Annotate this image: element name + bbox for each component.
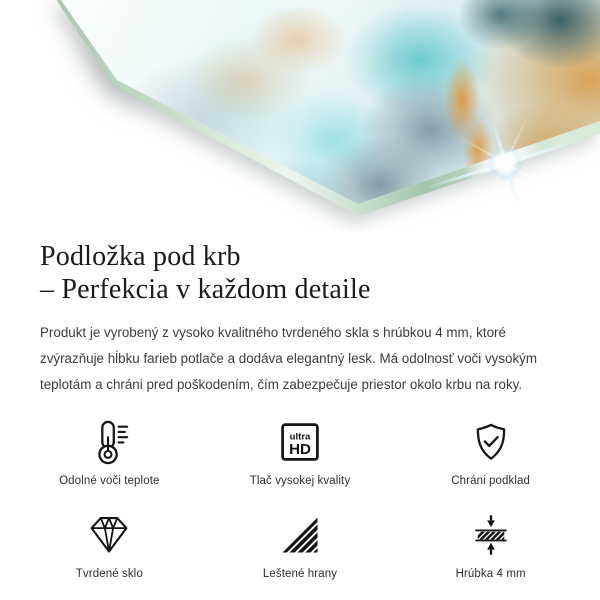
feature-label: Odolné voči teplote	[59, 475, 160, 487]
feature-heat-resistant	[14, 418, 205, 487]
feature-label: Tlač vysokej kvality	[249, 475, 351, 487]
product-description: Produkt je vyrobený z vysoko kvalitného tvrdeného skla s hrúbkou 4 mm, ktoré zvýrazňuje hĺbku farieb potlače a dodáva elegantný lesk. Má odolnosť voči vysokým teplotám a chráni pred poškodením, čím zabezpečuje priestor okolo krbu na roky.	[40, 325, 538, 392]
thermometer-icon	[87, 418, 131, 466]
feature-label: Hrúbka 4 mm	[455, 568, 526, 580]
features-grid	[0, 418, 600, 580]
hd-text: HD	[289, 440, 311, 458]
diamond-icon	[87, 511, 131, 559]
feature-polished-edges	[205, 511, 396, 580]
shield-check-icon	[470, 418, 512, 466]
page-title	[40, 240, 560, 306]
marble-print-face	[0, 0, 600, 232]
polished-edges-icon	[279, 511, 321, 559]
ultra-hd-icon	[278, 418, 322, 466]
title-line-2: – Perfekcia v každom detaile	[40, 274, 371, 305]
feature-protects-floor	[395, 418, 586, 487]
feature-label: Leštené hrany	[262, 568, 338, 580]
feature-label: Tvrdené sklo	[75, 568, 143, 580]
feature-thickness	[395, 511, 586, 580]
thickness-4mm-icon	[469, 511, 513, 559]
feature-print-quality	[205, 418, 396, 487]
feature-label: Chráni podklad	[451, 475, 531, 487]
glass-panel	[0, 0, 600, 232]
ultra-text: ultra	[289, 431, 311, 443]
title-line-1: Podložka pod krb	[40, 241, 241, 272]
feature-tempered-glass	[14, 511, 205, 580]
hero-product-photo	[0, 0, 600, 232]
